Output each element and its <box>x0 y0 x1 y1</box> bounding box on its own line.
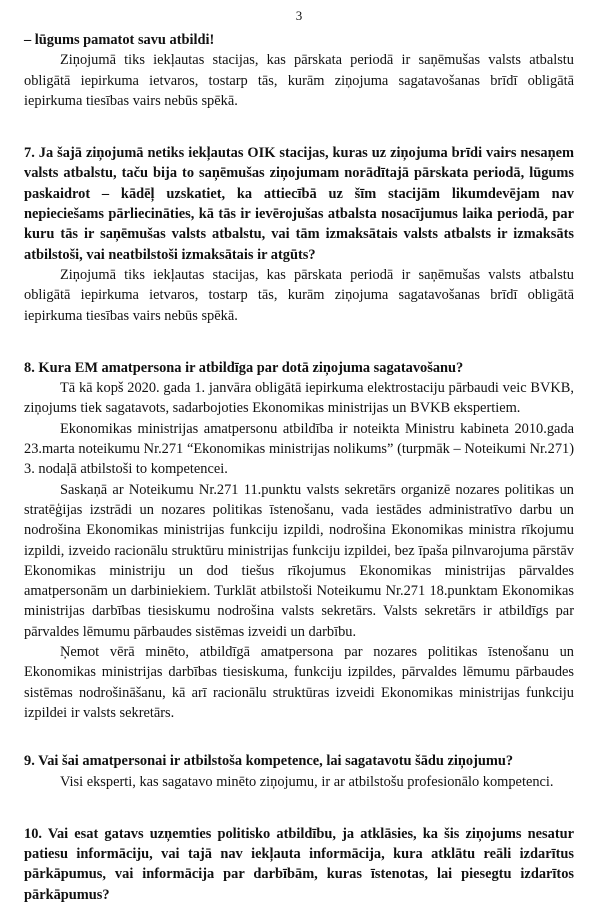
answer-8-paragraph: Ņemot vērā minēto, atbildīgā amatpersona par nozares politikas īstenošanu un Ekonomikas ministrijas darbības tiesiskuma, funkciju izpildes, pārvaldes lēmumu pārbaudes sistēmas nodrošināšanu, kā arī racionālu struktūras izveidi Ekonomikas ministrijas funkciju izpildei ir valsts sekretārs. <box>24 644 574 721</box>
answer-8-paragraph: Tā kā kopš 2020. gada 1. janvāra obligātā iepirkuma elektrostaciju pārbaudi veic BVKB, ziņojums tiek sagatavots, sadarbojoties Ekonomikas ministrijas un BVKB ekspertiem. <box>24 380 574 417</box>
answer-9: Visi eksperti, kas sagatavo minēto ziņojumu, ir ar atbilstošu profesionālo kompetenci. <box>60 773 554 790</box>
question-7: 7. Ja šajā ziņojumā netiks iekļautas OIK stacijas, kuras uz ziņojuma brīdi vairs nesaņem valsts atbalstu, taču bija to saņēmušas ziņojumam norādītajā pārskata periodā, lūgums paskaidrot – kādēļ uzskatiet, ka attiecībā uz šīm stacijām likumdevējam nav nepieciešams pārliecināties, kā tās ir ievērojušas atbalsta nosacījumus laika periodā, par kuru tās ir saņēmušas valsts atbalstu, vai tām izmaksātais valsts atbalsts ir izmaksāts atbilstoši, vai neatbilstoši izmaksātais ir atgūts? <box>24 145 574 263</box>
question-9: 9. Vai šai amatpersonai ir atbilstoša kompetence, lai sagatavotu šādu ziņojumu? <box>24 753 514 770</box>
answer-8-paragraph: Ekonomikas ministrijas amatpersonu atbildība ir noteikta Ministru kabineta 2010.gada 23.marta noteikumu Nr.271 “Ekonomikas ministrijas nolikums” (turpmāk – Noteikumi Nr.271) 3. nodaļā atbilstoši to kompetencei. <box>24 420 574 478</box>
answer-8-paragraph: Saskaņā ar Noteikumu Nr.271 11.punktu valsts sekretārs organizē nozares politikas un stratēģijas izstrādi un nozares politikas īstenošanu, vada iestādes administratīvo darbu un nodrošina Ekonomikas ministrijas funkciju izpildi, nodrošina Ekonomikas ministra rīkojumu izpildi, izveido racionālu struktūru ministrijas funkciju izpildei, bez īpaša pilnvarojuma pārstāv Ekonomikas ministriju un dod tiešus rīkojumus Ekonomikas ministrijas pārvaldes amatpersonām un darbiniekiem. Turklāt atbilstoši Noteikumu Nr.271 18.punktam Ekonomikas ministrijas darbības tiesiskumu nodrošina valsts sekretārs. Valsts sekretārs ir atbildīgs par pārvaldes lēmumu pārbaudes sistēmas izveidi un darbību. <box>24 481 574 640</box>
answer-7: Ziņojumā tiks iekļautas stacijas, kas pārskata periodā ir saņēmušas valsts atbalstu obligātā iepirkuma ietvaros, tostarp tās, kurām ziņojuma sagatavošanas brīdī obligātā iepirkuma tiesības vairs nebūs spēkā. <box>24 266 574 324</box>
lead-request: – lūgums pamatot savu atbildi! <box>24 32 215 48</box>
question-8: 8. Kura EM amatpersona ir atbildīga par dotā ziņojuma sagatavošanu? <box>24 359 464 376</box>
page-number: 3 <box>295 8 303 23</box>
question-10: 10. Vai esat gatavs uzņemties politisko atbildību, ja atklāsies, ka šis ziņojums nesatur patiesu informāciju, vai tajā nav iekļauta informācija, kura atklātu reāli izdarītus pārkāpumus, vai informācija par darbībām, kuras īstenotas, lai piesegtu izdarītos pārkāpumus? <box>24 825 574 903</box>
answer-paragraph: Ziņojumā tiks iekļautas stacijas, kas pārskata periodā ir saņēmušas valsts atbalstu obligātā iepirkuma ietvaros, tostarp tās, kurām ziņojuma sagatavošanas brīdī obligātā iepirkuma tiesības vairs nebūs spēkā. <box>24 52 574 109</box>
